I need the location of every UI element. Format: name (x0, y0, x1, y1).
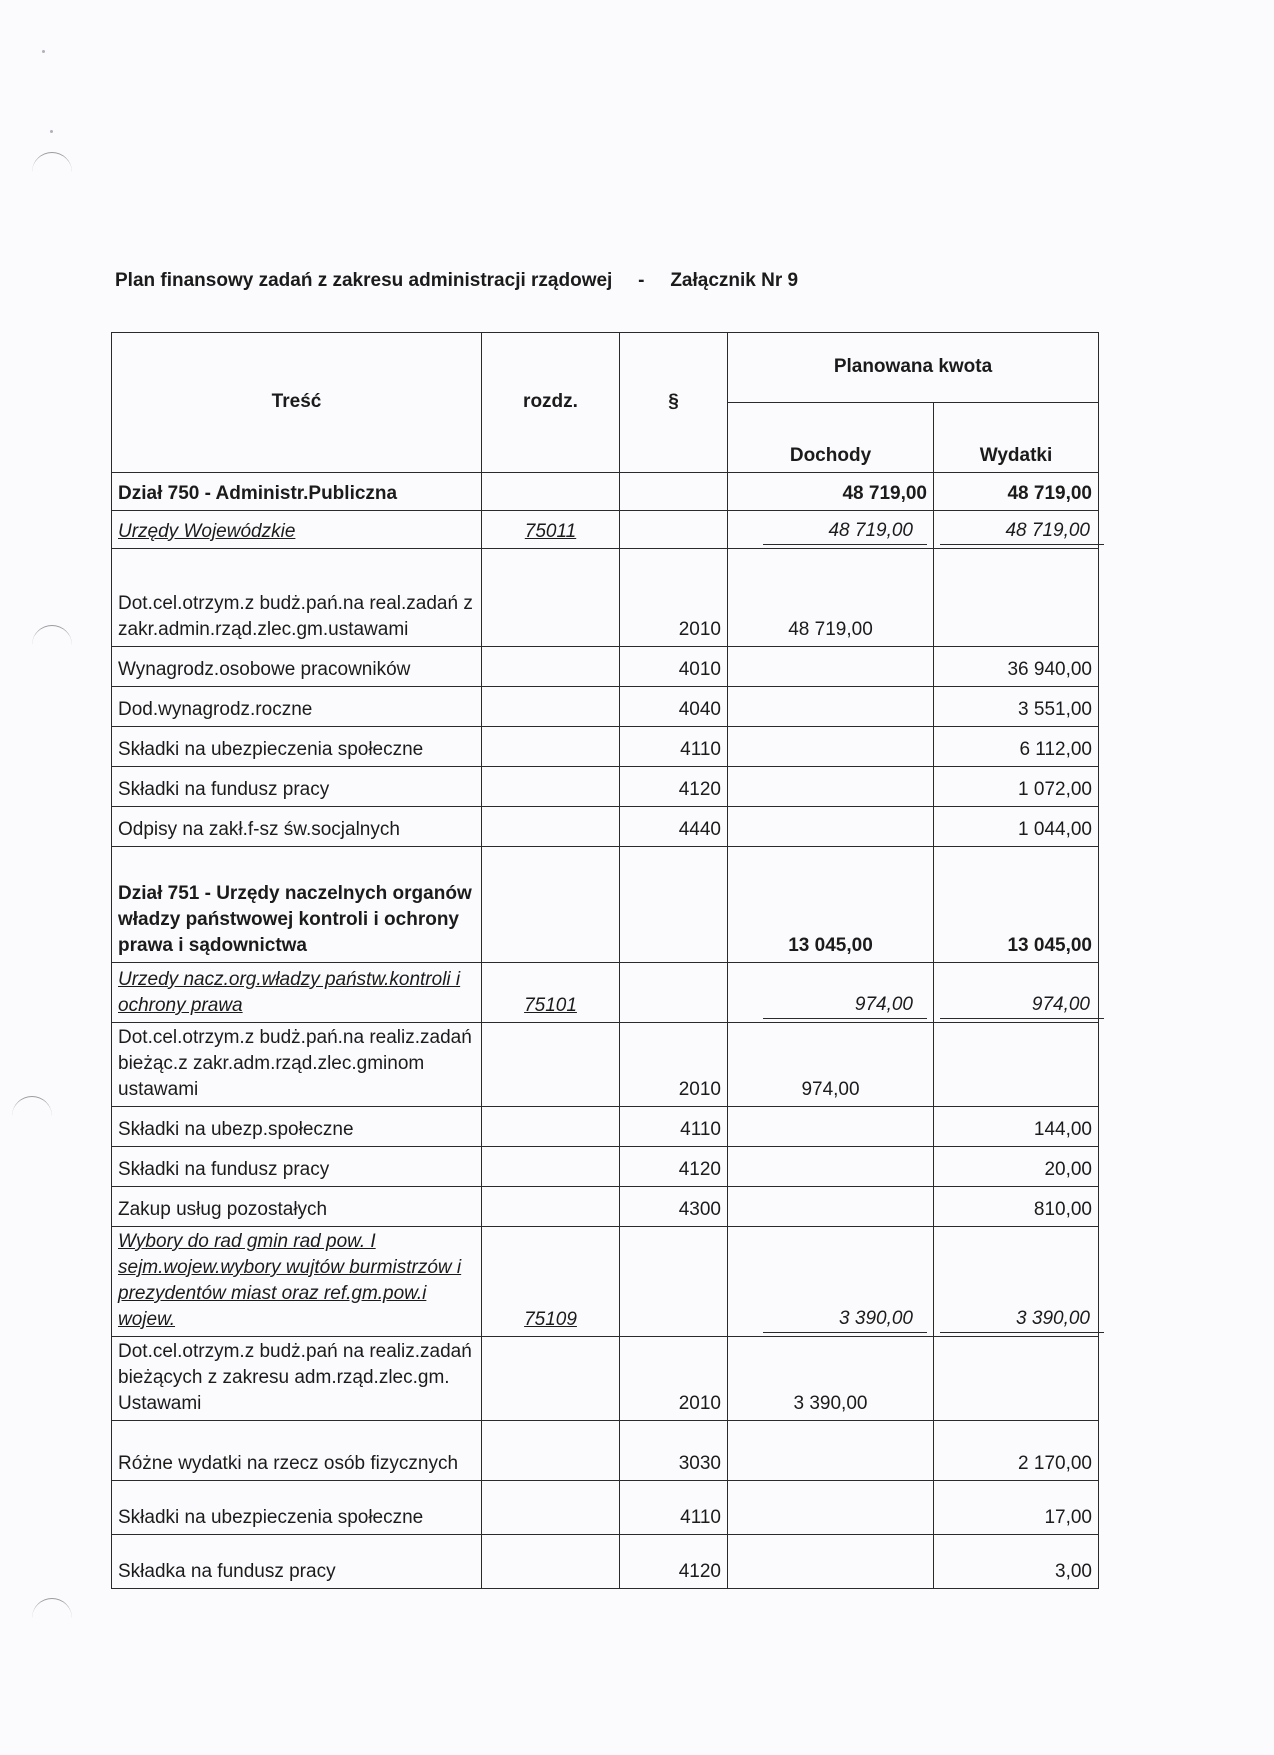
row-rozdz (482, 767, 620, 807)
row-tresc: Wybory do rad gmin rad pow. I sejm.wojew.wybory wujtów burmistrzów i prezydentów miast oraz ref.gm.pow.i wojew. (112, 1227, 482, 1337)
header-paragraph: § (620, 333, 728, 473)
row-rozdz (482, 1107, 620, 1147)
table-row (112, 549, 1099, 647)
row-dochody (728, 1187, 934, 1227)
row-tresc: Urzedy nacz.org.władzy państw.kontroli i ochrony prawa (112, 963, 482, 1023)
row-rozdz (482, 687, 620, 727)
row-dochody (728, 1147, 934, 1187)
punch-hole-mark (32, 152, 72, 173)
row-dochody (728, 687, 934, 727)
attachment-label: Załącznik Nr 9 (670, 270, 799, 291)
row-tresc: Wynagrodz.osobowe pracowników (112, 647, 482, 687)
row-rozdz (482, 847, 620, 963)
table-row (112, 807, 1099, 847)
table-row (112, 1481, 1099, 1535)
row-wydatki: 17,00 (934, 1481, 1099, 1535)
row-dochody (728, 767, 934, 807)
row-wydatki (934, 549, 1099, 647)
table-row (112, 473, 1099, 511)
table-row (112, 1421, 1099, 1481)
table-row (112, 847, 1099, 963)
row-rozdz (482, 807, 620, 847)
row-rozdz (482, 1535, 620, 1589)
row-tresc: Składka na fundusz pracy (112, 1535, 482, 1589)
row-rozdz (482, 1421, 620, 1481)
scan-speck (50, 130, 53, 133)
row-paragraph: 2010 (620, 1023, 728, 1107)
row-wydatki: 144,00 (934, 1107, 1099, 1147)
row-paragraph (620, 963, 728, 1023)
table-row (112, 1337, 1099, 1421)
table-row (112, 727, 1099, 767)
row-tresc: Dot.cel.otrzym.z budż.pań.na real.zadań z zakr.admin.rząd.zlec.gm.ustawami (112, 549, 482, 647)
row-wydatki: 810,00 (934, 1187, 1099, 1227)
table-row (112, 647, 1099, 687)
row-dochody (728, 647, 934, 687)
row-paragraph: 4110 (620, 1481, 728, 1535)
row-wydatki: 974,00 (940, 992, 1104, 1019)
row-tresc: Dot.cel.otrzym.z budż.pań.na realiz.zadań bieżąc.z zakr.adm.rząd.zlec.gminom ustawami (112, 1023, 482, 1107)
table-row (112, 963, 1099, 1023)
row-tresc: Zakup usług pozostałych (112, 1187, 482, 1227)
row-tresc: Odpisy na zakł.f-sz św.socjalnych (112, 807, 482, 847)
row-dochody: 48 719,00 (728, 473, 934, 511)
row-paragraph: 4120 (620, 767, 728, 807)
table-row (112, 511, 1099, 549)
row-rozdz (482, 1147, 620, 1187)
row-tresc: Składki na fundusz pracy (112, 767, 482, 807)
row-rozdz: 75011 (524, 521, 577, 542)
row-dochody: 13 045,00 (728, 847, 934, 963)
row-paragraph (620, 473, 728, 511)
punch-hole-mark (32, 1598, 72, 1619)
row-tresc: Dod.wynagrodz.roczne (112, 687, 482, 727)
header-wydatki: Wydatki (934, 403, 1099, 473)
row-dochody (728, 1481, 934, 1535)
row-dochody (728, 1535, 934, 1589)
header-tresc: Treść (112, 333, 482, 473)
row-rozdz (482, 473, 620, 511)
row-paragraph: 4040 (620, 687, 728, 727)
row-wydatki: 48 719,00 (940, 518, 1104, 545)
row-wydatki: 1 072,00 (934, 767, 1099, 807)
row-paragraph: 4300 (620, 1187, 728, 1227)
row-paragraph: 4440 (620, 807, 728, 847)
row-rozdz (482, 647, 620, 687)
row-wydatki: 3,00 (934, 1535, 1099, 1589)
table-row (112, 1535, 1099, 1589)
row-tresc: Dział 750 - Administr.Publiczna (112, 473, 482, 511)
title-separator: - (638, 270, 645, 291)
table-row (112, 1147, 1099, 1187)
table-row (112, 767, 1099, 807)
punch-hole-mark (12, 1096, 52, 1117)
row-paragraph (620, 847, 728, 963)
row-paragraph (620, 511, 728, 549)
row-rozdz: 75109 (524, 1309, 577, 1330)
document-title (115, 270, 798, 292)
table-row (112, 1023, 1099, 1107)
row-rozdz (482, 1481, 620, 1535)
header-dochody: Dochody (728, 403, 934, 473)
row-paragraph: 4110 (620, 1107, 728, 1147)
row-dochody (728, 807, 934, 847)
header-planowana-kwota: Planowana kwota (728, 333, 1099, 403)
table-row (112, 687, 1099, 727)
row-paragraph (620, 1227, 728, 1337)
row-dochody: 48 719,00 (763, 518, 927, 545)
row-rozdz: 75101 (524, 995, 577, 1016)
financial-plan-table (111, 332, 1099, 1589)
row-tresc: Urzędy Wojewódzkie (112, 511, 482, 549)
row-tresc: Różne wydatki na rzecz osób fizycznych (112, 1421, 482, 1481)
row-rozdz (482, 1187, 620, 1227)
punch-hole-mark (32, 625, 72, 646)
row-wydatki: 36 940,00 (934, 647, 1099, 687)
row-wydatki: 1 044,00 (934, 807, 1099, 847)
row-tresc: Składki na ubezpieczenia społeczne (112, 1481, 482, 1535)
row-dochody: 974,00 (728, 1023, 934, 1107)
title-text: Plan finansowy zadań z zakresu administracji rządowej (115, 270, 613, 291)
table-row (112, 1227, 1099, 1337)
row-wydatki: 3 390,00 (940, 1306, 1104, 1333)
row-wydatki: 20,00 (934, 1147, 1099, 1187)
row-rozdz (482, 1337, 620, 1421)
row-dochody: 3 390,00 (763, 1306, 927, 1333)
table-row (112, 1187, 1099, 1227)
row-tresc: Dot.cel.otrzym.z budż.pań na realiz.zadań bieżących z zakresu adm.rząd.zlec.gm. Ustawami (112, 1337, 482, 1421)
row-paragraph: 4120 (620, 1147, 728, 1187)
row-paragraph: 4120 (620, 1535, 728, 1589)
row-paragraph: 2010 (620, 1337, 728, 1421)
header-rozdz: rozdz. (482, 333, 620, 473)
row-dochody (728, 727, 934, 767)
row-dochody (728, 1421, 934, 1481)
row-paragraph: 2010 (620, 549, 728, 647)
row-dochody: 48 719,00 (728, 549, 934, 647)
row-wydatki: 48 719,00 (934, 473, 1099, 511)
row-dochody: 3 390,00 (728, 1337, 934, 1421)
scan-speck (42, 50, 45, 53)
row-paragraph: 4010 (620, 647, 728, 687)
row-paragraph: 3030 (620, 1421, 728, 1481)
row-dochody: 974,00 (763, 992, 927, 1019)
row-rozdz (482, 727, 620, 767)
row-wydatki (934, 1023, 1099, 1107)
row-tresc: Składki na fundusz pracy (112, 1147, 482, 1187)
row-wydatki: 13 045,00 (934, 847, 1099, 963)
row-rozdz (482, 1023, 620, 1107)
row-dochody (728, 1107, 934, 1147)
row-paragraph: 4110 (620, 727, 728, 767)
row-tresc: Składki na ubezpieczenia społeczne (112, 727, 482, 767)
row-tresc: Dział 751 - Urzędy naczelnych organów władzy państwowej kontroli i ochrony prawa i sądownictwa (112, 847, 482, 963)
row-wydatki (934, 1337, 1099, 1421)
row-tresc: Składki na ubezp.społeczne (112, 1107, 482, 1147)
row-rozdz (482, 549, 620, 647)
row-wydatki: 2 170,00 (934, 1421, 1099, 1481)
row-wydatki: 6 112,00 (934, 727, 1099, 767)
row-wydatki: 3 551,00 (934, 687, 1099, 727)
table-row (112, 1107, 1099, 1147)
